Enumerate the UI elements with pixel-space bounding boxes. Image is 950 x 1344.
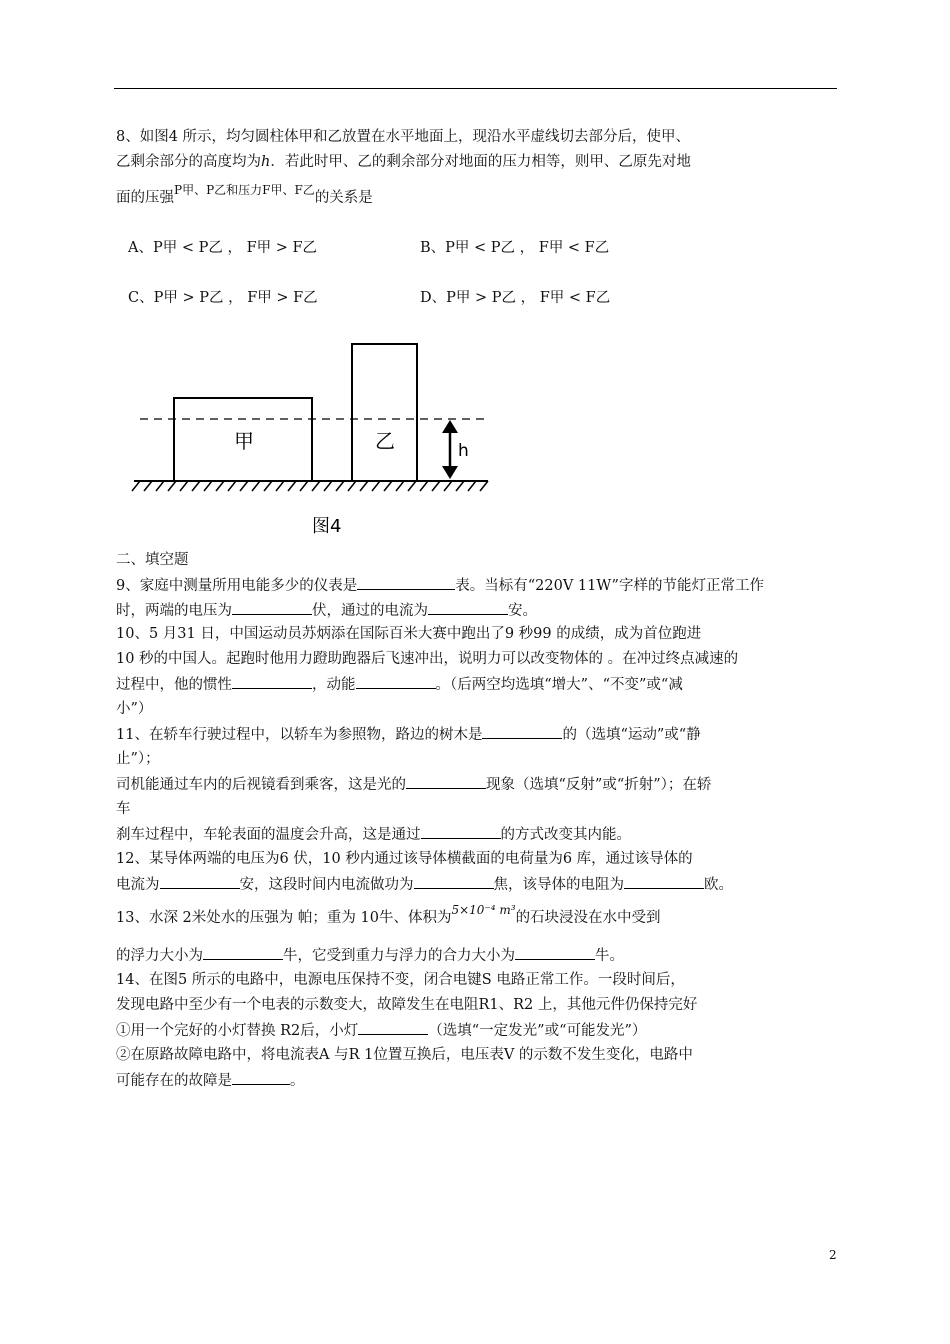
q8-line-2-text-a: 乙剩余部分的高度均为 — [116, 154, 261, 170]
q10-line-1: 10、5 月31 日，中国运动员苏炳添在国际百米大赛中跑出了9 秒99 的成绩，成为首位跑进 — [116, 626, 702, 642]
q10-line-3 — [116, 674, 683, 695]
q13-line-1-text-b: 的石块浸没在水中受到 — [515, 910, 661, 926]
q13-volume-formula: 5×10⁻⁴ m³ — [451, 903, 516, 917]
q10-line-3-text-b: ，动能 — [312, 677, 356, 693]
q8-option-c: C、P甲 > P乙 ， F甲 > F乙 — [128, 290, 318, 306]
q8-line-3-symbols: P甲、P乙和压力F甲、F乙 — [174, 183, 315, 197]
ground-hatching — [132, 481, 488, 491]
q12-blank-1[interactable] — [160, 874, 240, 889]
q10-line-2: 10 秒的中国人。起跑时他用力蹬助跑器后飞速冲出，说明力可以改变物体的 。在冲过终点减速的 — [116, 651, 739, 667]
q11-line-3-text-b: 现象（选填“反射”或“折射”）；在轿 — [486, 777, 712, 793]
height-arrow-up — [442, 420, 458, 433]
section-2-title: 二、填空题 — [116, 552, 189, 568]
q10-blank-1[interactable] — [232, 674, 312, 689]
q11-line-5-text-b: 的方式改变其内能。 — [500, 827, 631, 843]
q9-blank-1[interactable] — [357, 575, 455, 590]
q8-option-a: A、P甲 < P乙 ， F甲 > F乙 — [128, 240, 318, 256]
q14-line-5-text-a: 可能存在的故障是 — [116, 1073, 232, 1089]
q9-line-2-text-a: 时，两端的电压为 — [116, 603, 232, 619]
q11-blank-3[interactable] — [421, 824, 501, 839]
q13-line-1-text-a: 13、水深 2米处水的压强为 帕；重为 10牛、体积为 — [116, 910, 452, 926]
q9-line-1-text-b: 表。当标有“220V 11W”字样的节能灯正常工作 — [455, 578, 764, 594]
q8-line-2-text-b: ．若此时甲、乙的剩余部分对地面的压力相等，则甲、乙原先对地 — [270, 154, 691, 170]
cylinder-yi — [352, 344, 417, 481]
q10-line-4: 小”） — [116, 701, 153, 717]
q9-line-2-text-b: 伏，通过的电流为 — [312, 603, 428, 619]
q13-line-2-text-b: 牛，它受到重力与浮力的合力大小为 — [283, 948, 515, 964]
q8-line-3 — [116, 183, 373, 208]
q10-line-3-text-c: 。（后两空均选填“增大”、“不变”或“减 — [435, 677, 683, 693]
q14-line-1: 14、在图5 所示的电路中，电源电压保持不变，闭合电键S 电路正常工作。一段时间后， — [116, 972, 685, 988]
q14-line-5-text-b: 。 — [290, 1073, 305, 1089]
q13-line-2 — [116, 945, 624, 966]
label-yi: 乙 — [375, 429, 395, 453]
q14-line-3 — [116, 1020, 646, 1041]
q13-line-2-text-a: 的浮力大小为 — [116, 948, 203, 964]
q10-blank-2[interactable] — [356, 674, 436, 689]
q14-line-4: ②在原路故障电路中，将电流表A 与R 1位置互换后，电压表V 的示数不发生变化，电路中 — [116, 1047, 693, 1063]
q12-line-2-text-c: 焦，该导体的电阻为 — [493, 877, 624, 893]
q11-line-3 — [116, 774, 711, 795]
q11-blank-1[interactable] — [482, 724, 562, 739]
q14-blank-2[interactable] — [232, 1070, 290, 1085]
q11-line-1-text-a: 11、在轿车行驶过程中，以轿车为参照物，路边的树木是 — [116, 727, 483, 743]
q12-line-2-text-a: 电流为 — [116, 877, 160, 893]
q11-blank-2[interactable] — [406, 774, 486, 789]
header-rule — [114, 88, 837, 89]
label-jia: 甲 — [234, 429, 254, 453]
q11-line-3-text-a: 司机能通过车内的后视镜看到乘客，这是光的 — [116, 777, 406, 793]
label-h: h — [458, 441, 469, 461]
q11-line-1 — [116, 724, 701, 745]
height-arrow-down — [442, 466, 458, 479]
q9-line-2 — [116, 600, 537, 621]
q13-line-1 — [116, 903, 661, 928]
figure-4-caption: 图4 — [312, 516, 342, 537]
q8-line-3-text-a: 面的压强 — [116, 190, 174, 206]
q9-line-1-text-a: 9、家庭中测量所用电能多少的仪表是 — [116, 578, 358, 594]
q11-line-5 — [116, 824, 631, 845]
q8-option-b: B、P甲 < P乙 ， F甲 < F乙 — [420, 240, 610, 256]
q13-blank-2[interactable] — [515, 945, 595, 960]
q11-line-5-text-a: 刹车过程中，车轮表面的温度会升高，这是通过 — [116, 827, 421, 843]
q14-line-2: 发现电路中至少有一个电表的示数变大，故障发生在电阻R1、R2 上，其他元件仍保持完好 — [116, 997, 698, 1013]
q14-line-3-text-b: （选填“一定发光”或“可能发光”） — [428, 1023, 647, 1039]
q8-option-d: D、P甲 > P乙 ， F甲 < F乙 — [420, 290, 611, 306]
q9-line-2-text-c: 安。 — [508, 603, 537, 619]
figure-4 — [130, 340, 500, 540]
q13-blank-1[interactable] — [203, 945, 283, 960]
q10-line-3-text-a: 过程中，他的惯性 — [116, 677, 232, 693]
q9-blank-3[interactable] — [428, 600, 508, 615]
q12-blank-2[interactable] — [414, 874, 494, 889]
q9-line-1 — [116, 575, 764, 596]
q9-blank-2[interactable] — [232, 600, 312, 615]
q8-line-1: 8、如图4 所示，均匀圆柱体甲和乙放置在水平地面上，现沿水平虚线切去部分后，使甲、 — [116, 129, 691, 145]
q14-blank-1[interactable] — [358, 1020, 428, 1035]
q11-line-2: 止”）； — [116, 751, 160, 767]
q8-line-3-text-b: 的关系是 — [314, 190, 373, 206]
q8-line-2 — [116, 152, 691, 172]
page-number: 2 — [829, 1248, 837, 1262]
q12-line-2-text-d: 欧。 — [704, 877, 733, 893]
q13-line-2-text-c: 牛。 — [595, 948, 624, 964]
q12-line-1: 12、某导体两端的电压为6 伏，10 秒内通过该导体横截面的电荷量为6 库，通过该导体的 — [116, 851, 693, 867]
q8-h-symbol: h — [261, 154, 271, 170]
q11-line-4: 车 — [116, 801, 131, 817]
q14-line-3-text-a: ①用一个完好的小灯替换 R2后，小灯 — [116, 1023, 359, 1039]
q12-line-2-text-b: 安，这段时间内电流做功为 — [239, 877, 414, 893]
q12-blank-3[interactable] — [624, 874, 704, 889]
q14-line-5 — [116, 1070, 305, 1091]
q11-line-1-text-b: 的（选填“运动”或“静 — [562, 727, 701, 743]
q12-line-2 — [116, 874, 733, 895]
